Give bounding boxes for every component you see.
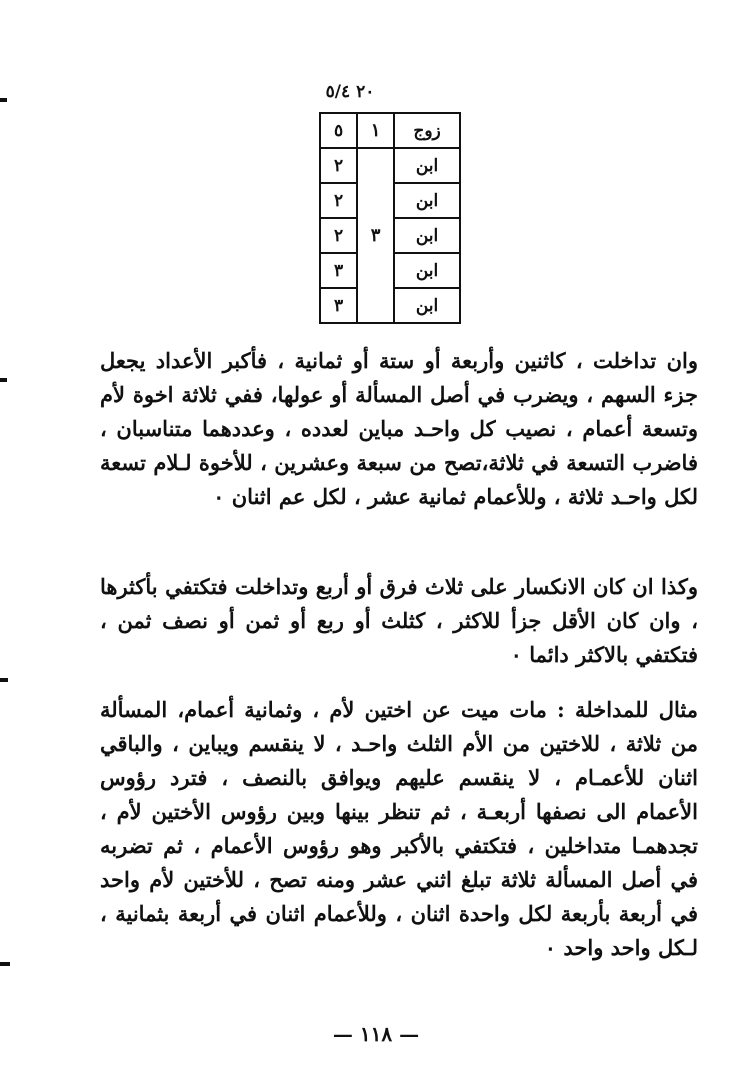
table-row bbox=[320, 113, 460, 148]
heir-cell: زوج bbox=[394, 113, 460, 148]
margin-mark bbox=[0, 378, 7, 382]
page-number: — ١١٨ — bbox=[332, 1022, 420, 1046]
table-header-fraction: ٢٠ ٥/٤ bbox=[325, 82, 375, 102]
paragraph-text: وكذا ان كان الانكسار على ثلاث فرق أو أربع وتداخلت فتكتفي بأكثرها ، وان كان الأقل جزأ للاكثر ، كثلث أو ربع أو ثمن أو نصف ثمن ، فتكتفي بالاكثر دائما ٠ bbox=[100, 574, 698, 667]
paragraph-text: مثال للمداخلة : مات ميت عن اختين لأم ، وثمانية أعمام، المسألة من ثلاثة ، للاختين من الأم الثلث واحـد ، لا ينقسم ويباين ، والباقي اثنان للأعمـام ، لا ينقسم عليهم ويوافق بالنصف ، فترد رؤوس الأعمام الى نصفها أربعـة ، ثم تنظر بينها وبين رؤوس الأختين لأم ، تجدهمـا متداخلين ، فتكتفي بالأكبر وهو رؤوس الأعمام ، ثم تضربه في أصل المسألة ثلاثة تبلغ اثني عشر ومنه تصح ، للأختين لأم واحد في أربعة بأربعة لكل واحدة اثنان ، وللأعمام اثنان في أربعة بثمانية ، لـكل واحد واحد ٠ bbox=[100, 697, 698, 960]
heir-cell: ابن bbox=[394, 183, 460, 218]
paragraph-tadakhul bbox=[100, 344, 698, 514]
heir-cell: ابن bbox=[394, 253, 460, 288]
margin-mark bbox=[0, 962, 10, 966]
paragraph-example bbox=[100, 693, 698, 965]
paragraph-multiple-groups bbox=[100, 570, 698, 672]
heir-cell: ابن bbox=[394, 288, 460, 323]
heir-cell: ابن bbox=[394, 148, 460, 183]
share-cell: ١ bbox=[357, 113, 394, 148]
value-cell: ٢ bbox=[320, 183, 357, 218]
value-cell: ٣ bbox=[320, 253, 357, 288]
margin-mark bbox=[0, 98, 7, 102]
merged-share-cell: ٣ bbox=[357, 148, 394, 323]
value-cell: ٣ bbox=[320, 288, 357, 323]
value-cell: ٢ bbox=[320, 218, 357, 253]
value-cell: ٢ bbox=[320, 148, 357, 183]
inheritance-table bbox=[319, 112, 461, 324]
margin-mark bbox=[0, 678, 8, 682]
value-cell: ٥ bbox=[320, 113, 357, 148]
table-row bbox=[320, 148, 460, 183]
paragraph-text: وان تداخلت ، كاثنين وأربعة أو ستة أو ثمانية ، فأكبر الأعداد يجعل جزء السهم ، ويضرب في أصل المسألة أو عولها، ففي ثلاثة اخوة لأم وتسعة أعمام ، نصيب كل واحـد مباين لعدده ، وعددهما متناسبان ، فاضرب التسعة في ثلاثة،تصح من سبعة وعشرين ، للأخوة لـلام تسعة لكل واحـد ثلاثة ، وللأعمام ثمانية عشر ، لكل عم اثنان ٠ bbox=[100, 348, 698, 509]
heir-cell: ابن bbox=[394, 218, 460, 253]
